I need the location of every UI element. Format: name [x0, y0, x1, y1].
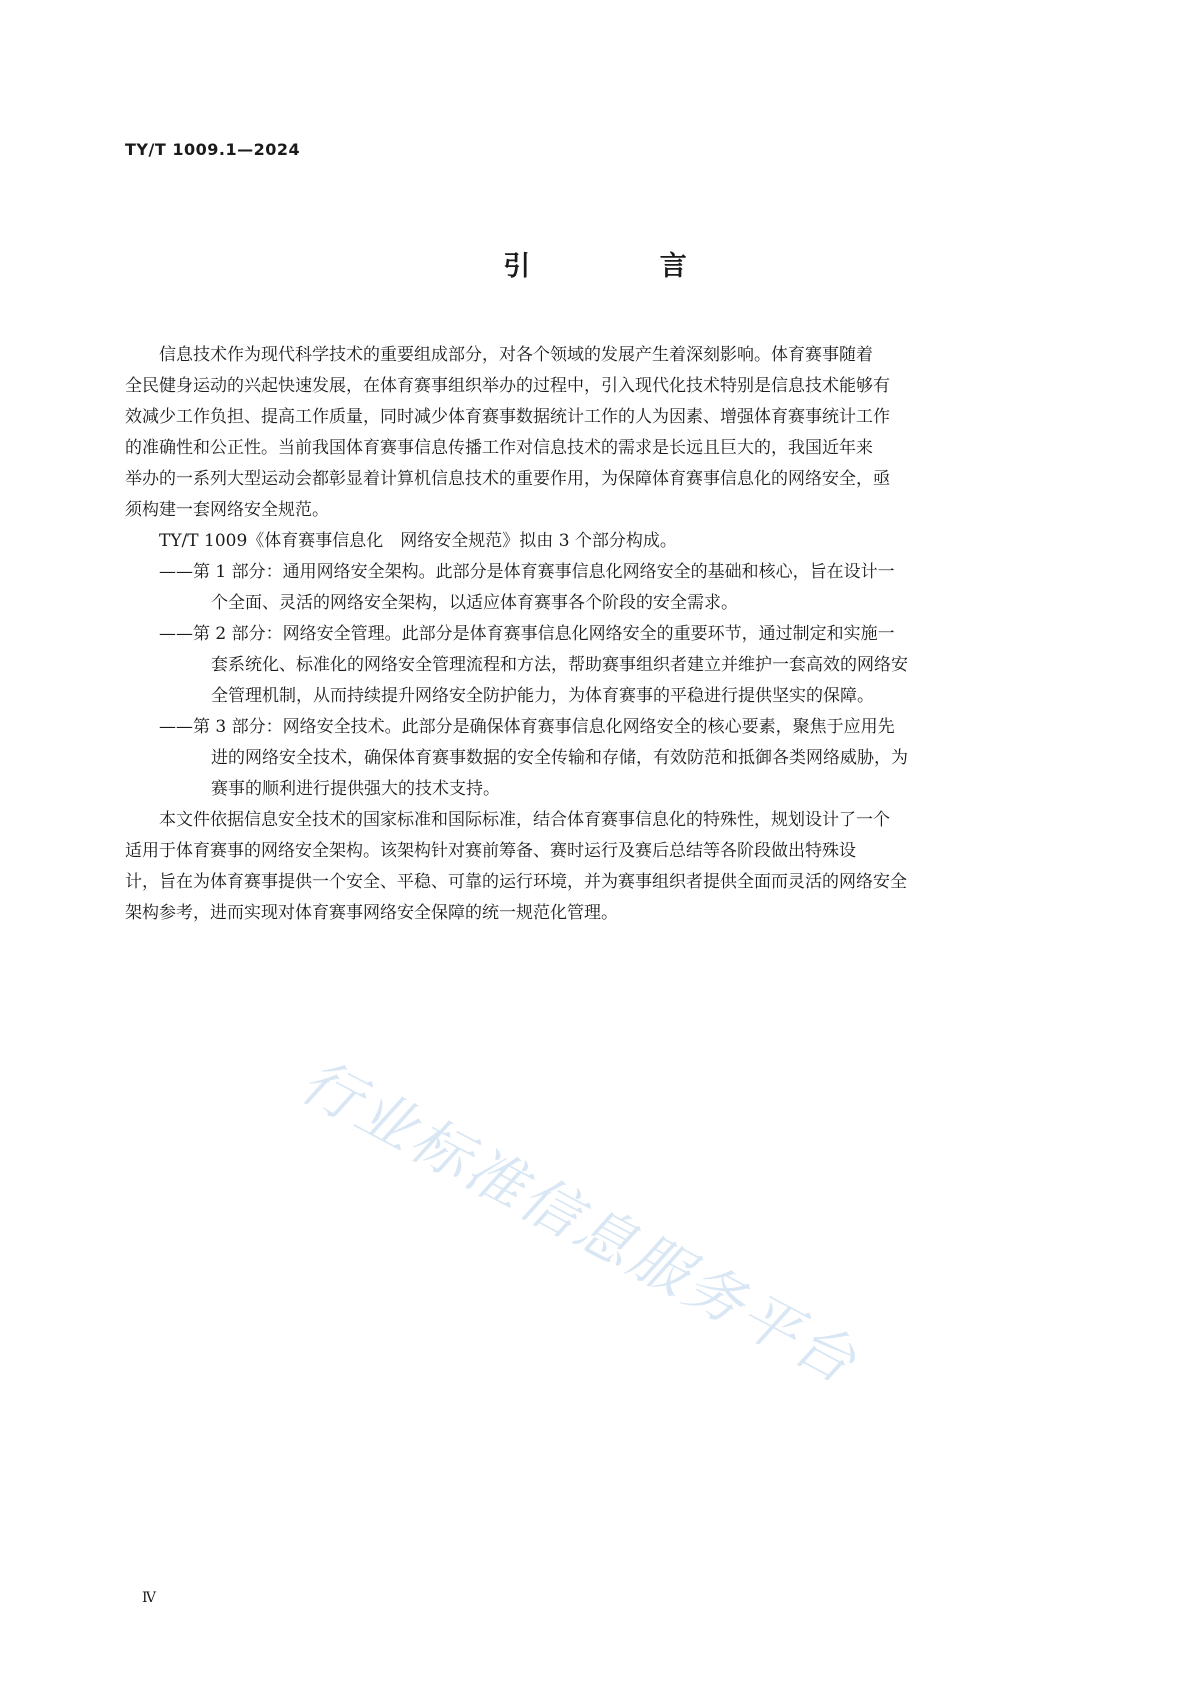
text-line: 信息技术作为现代科学技术的重要组成部分，对各个领域的发展产生着深刻影响。体育赛事随着 — [159, 345, 873, 365]
text-line: 的准确性和公正性。当前我国体育赛事信息传播工作对信息技术的需求是长远且巨大的，我国近年来 — [125, 438, 873, 458]
text-line: 举办的一系列大型运动会都彰显着计算机信息技术的重要作用，为保障体育赛事信息化的网络安全，亟 — [125, 469, 890, 489]
text-line: 计，旨在为体育赛事提供一个安全、平稳、可靠的运行环境，并为赛事组织者提供全面而灵活的网络安全 — [125, 872, 907, 892]
text-line: ——第 3 部分：网络安全技术。此部分是确保体育赛事信息化网络安全的核心要素，聚焦于应用先 — [159, 717, 895, 737]
text-line: 全民健身运动的兴起快速发展，在体育赛事组织举办的过程中，引入现代化技术特别是信息技术能够有 — [125, 376, 890, 396]
text-line: 效减少工作负担、提高工作质量，同时减少体育赛事数据统计工作的人为因素、增强体育赛事统计工作 — [125, 407, 890, 427]
document-body — [125, 340, 1055, 929]
text-line: 须构建一套网络安全规范。 — [125, 500, 329, 520]
text-line: 进的网络安全技术，确保体育赛事数据的安全传输和存储，有效防范和抵御各类网络威胁，为 — [211, 748, 908, 768]
watermark: 行业标准信息服务平台 — [289, 1046, 870, 1398]
text-line: 本文件依据信息安全技术的国家标准和国际标准，结合体育赛事信息化的特殊性，规划设计了一个 — [159, 810, 890, 830]
text-line: ——第 2 部分：网络安全管理。此部分是体育赛事信息化网络安全的重要环节，通过制定和实施一 — [159, 624, 895, 644]
text-line: 适用于体育赛事的网络安全架构。该架构针对赛前筹备、赛时运行及赛后总结等各阶段做出特殊设 — [125, 841, 856, 861]
page-title: 引 言 — [503, 251, 747, 282]
text-line: 个全面、灵活的网络安全架构，以适应体育赛事各个阶段的安全需求。 — [211, 593, 738, 613]
text-line: ——第 1 部分：通用网络安全架构。此部分是体育赛事信息化网络安全的基础和核心，旨在设计一 — [159, 562, 895, 582]
text-line: 赛事的顺利进行提供强大的技术支持。 — [211, 779, 500, 799]
text-line: 套系统化、标准化的网络安全管理流程和方法，帮助赛事组织者建立并维护一套高效的网络安 — [211, 655, 908, 675]
text-line: TY/T 1009《体育赛事信息化 网络安全规范》拟由 3 个部分构成。 — [159, 531, 677, 551]
text-line: 全管理机制，从而持续提升网络安全防护能力，为体育赛事的平稳进行提供坚实的保障。 — [211, 686, 874, 706]
document-code: TY/T 1009.1—2024 — [125, 140, 301, 159]
text-line: 架构参考，进而实现对体育赛事网络安全保障的统一规范化管理。 — [125, 903, 618, 923]
page-number: Ⅳ — [142, 1590, 156, 1606]
